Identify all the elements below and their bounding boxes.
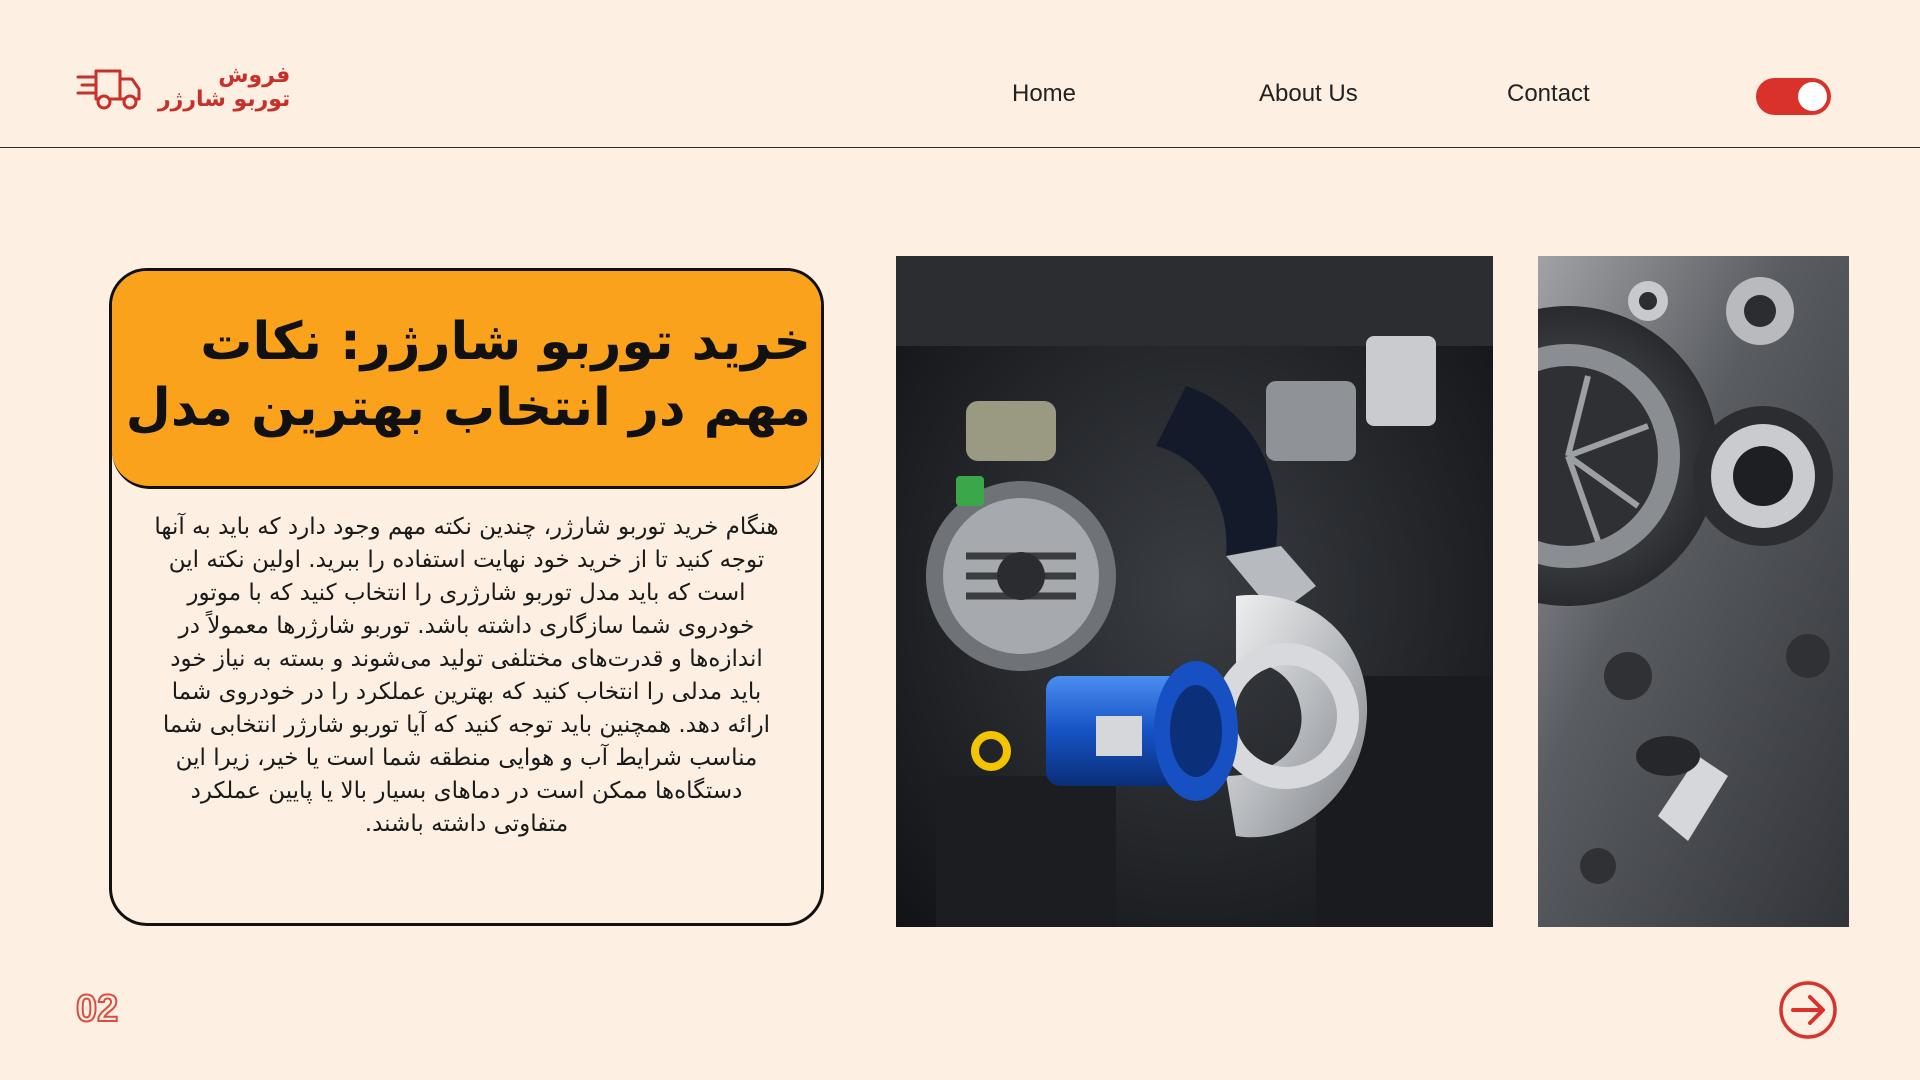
top-header [0, 0, 1920, 148]
nav-contact-link[interactable]: Contact [1507, 80, 1590, 107]
engine-bay-illustration [896, 256, 1493, 927]
logo[interactable] [76, 64, 290, 112]
article-body: هنگام خرید توربو شارژر، چندین نکته مهم وجود دارد که باید به آنها توجه کنید تا از خرید خود نهایت استفاده را ببرید. اولین نکته این است که باید مدل توربو شارژری را انتخاب کنید که با موتور خودروی شما سازگاری داشته باشد. توربو شارژرها معمولاً در اندازه‌ها و قدرت‌های مختلفی تولید می‌شوند و بسته به نیاز خود باید مدلی را انتخاب کنید که بهترین عملکرد را در خودروی شما ارائه دهد. همچنین باید توجه کنید که آیا توربو شارژر انتخابی شما مناسب شرایط آب و هوایی منطقه شما است یا خیر، زیرا این دستگاه‌ها ممکن است در دماهای بسیار بالا یا پایین عملکرد متفاوتی داشته باشند. [154, 514, 779, 837]
turbocharger-illustration [1538, 256, 1849, 927]
page-number: 02 [76, 988, 119, 1030]
article-title: خرید توربو شارژر: نکات مهم در انتخاب بهترین مدل [125, 312, 811, 438]
theme-toggle[interactable] [1756, 78, 1831, 115]
arrow-right-circle-icon[interactable] [1778, 980, 1838, 1040]
nav-home-link[interactable]: Home [1012, 80, 1077, 107]
logo-line-1: فروش [218, 63, 291, 88]
engine-bay-turbo-photo [896, 256, 1493, 927]
logo-line-2: توربو شارژر [158, 87, 291, 112]
logo-text [158, 64, 290, 112]
toggle-knob [1798, 82, 1827, 111]
article-card-header [112, 271, 821, 489]
turbocharger-closeup-photo [1538, 256, 1849, 927]
delivery-truck-icon [76, 65, 142, 111]
article-card [109, 268, 824, 926]
nav-about-link[interactable]: About Us [1259, 80, 1358, 107]
